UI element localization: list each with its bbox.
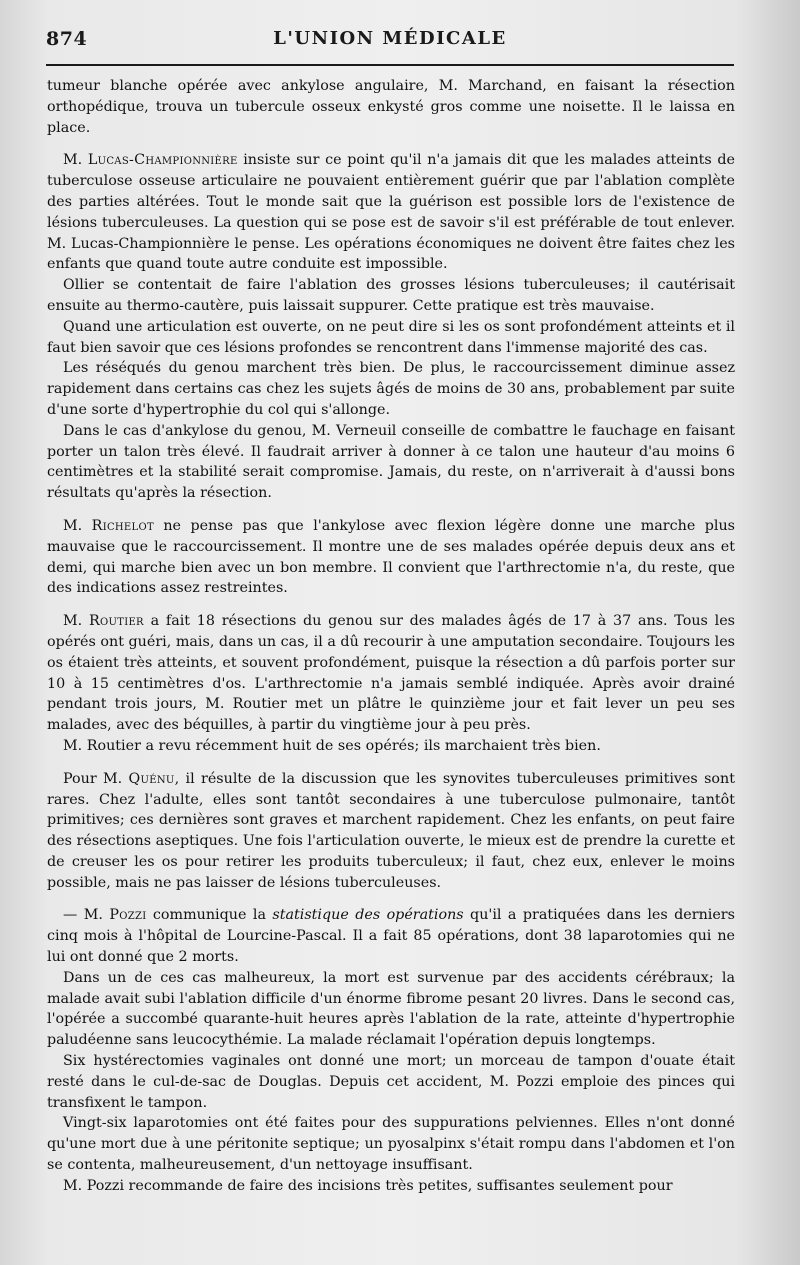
text-run: M. Pozzi recommande de faire des incisions très petites, suffisantes seulement pour <box>63 1177 673 1194</box>
text-run: M. <box>63 613 89 630</box>
paragraph <box>47 769 735 894</box>
text-run: Six hystérectomies vaginales ont donné une mort; un morceau de tampon d'ouate était resté dans le cul-de-sac de Douglas. Depuis cet accident, M. Pozzi emploie des pinces qui transfixent le tampon. <box>47 1053 735 1111</box>
text-run: Vingt-six laparotomies ont été faites pour des suppurations pelviennes. Elles n'ont donné qu'une mort due à une péritonite septique; un pyosalpinx s'était rompu dans l'abdomen et l'on se contenta, malheureusement, d'un nettoyage insuffisant. <box>47 1115 735 1174</box>
author-name: Quénu <box>128 770 175 787</box>
text-run: Dans un de ces cas malheureux, la mort est survenue par des accidents cérébraux; la malade avait subi l'ablation difficile d'un énorme fibrome pesant 20 livres. Dans le second cas, l'opérée a succombé quarante-huit heures après l'ablation de la rate, atteinte d'hypertrophie paludéenne sans leucocythémie. La malade réclamait l'opération depuis longtemps. <box>47 969 735 1049</box>
article-body <box>47 76 735 1197</box>
text-run: M. Routier a revu récemment huit de ses opérés; ils marchaient très bien. <box>63 737 601 754</box>
text-run: communique la <box>146 907 273 924</box>
text-run: qu'il a pratiquées dans les derniers cinq mois à l'hôpital de Lourcine-Pascal. Il a fait 85 opérations, dont 38 laparotomies qui ne lui ont donné que 2 morts. <box>47 907 735 966</box>
text-run: Les réséqués du genou marchent très bien. De plus, le raccourcissement diminue assez rapidement dans certains cas chez les sujets âgés de moins de 30 ans, probablement par suite d'une sorte d'hypertrophie du col qui s'allonge. <box>47 360 735 418</box>
paragraph <box>47 736 735 757</box>
text-run: Dans le cas d'ankylose du genou, M. Verneuil conseille de combattre le fauchage en faisant porter un talon très élevé. Il faudrait arriver à donner à ce talon une hauteur d'au moins 6 centimètres et la stabilité serait compromise. Jamais, du reste, on n'arriverait à d'aussi bons résultats qu'après la résection. <box>47 422 735 502</box>
paragraph <box>47 150 735 275</box>
journal-title: L'UNION MÉDICALE <box>273 28 507 49</box>
text-run: tumeur blanche opérée avec ankylose angulaire, M. Marchand, en faisant la résection orthopédique, trouva un tubercule osseux enkysté gros comme une noisette. Il le laissa en place. <box>47 78 735 136</box>
page-number: 874 <box>46 28 88 50</box>
text-run: Ollier se contentait de faire l'ablation des grosses lésions tuberculeuses; il cautérisait ensuite au thermo-cautère, puis laissait suppurer. Cette pratique est très mauvaise. <box>47 277 735 314</box>
header-rule <box>46 64 734 66</box>
paragraph <box>47 358 735 420</box>
running-header <box>46 28 734 58</box>
text-run: a fait 18 résections du genou sur des malades âgés de 17 à 37 ans. Tous les opérés ont guéri, mais, dans un cas, il a dû recourir à une amputation secondaire. Toujours les os étaient très atteints, et souvent profondément, puisque la résection a dû parfois porter sur 10 à 15 centimètres d'os. L'arthrectomie n'a jamais semblé indiquée. Après avoir drainé pendant trois jours, M. Routier met un plâtre le quinzième jour et fait lever un peu ses malades, avec des béquilles, à partir du vingtième jour à peu près. <box>47 613 735 734</box>
paragraph <box>47 275 735 317</box>
text-run: — M. <box>63 907 110 924</box>
italic-phrase: statistique des opérations <box>272 907 464 924</box>
paragraph <box>47 317 735 359</box>
text-run: ne pense pas que l'ankylose avec flexion légère donne une marche plus mauvaise que le raccourcissement. Il montre une de ses malades opérée depuis deux ans et demi, qui marche bien avec un bon membre. Il convient que l'arthrectomie n'a, du reste, que des indications assez restreintes. <box>47 517 736 597</box>
author-name: Routier <box>88 613 144 630</box>
paragraph <box>47 1051 735 1113</box>
paragraph <box>47 968 735 1051</box>
paragraph <box>47 76 735 138</box>
text-run: insiste sur ce point qu'il n'a jamais dit que les malades atteints de tuberculose osseuse articulaire ne pouvaient entièrement guérir que par l'ablation complète des parties altérées. Tout le monde sait que la guérison est possible lors de l'existence de lésions tuberculeuses. La question qui se pose est de savoir s'il est préférable de tout enlever. M. Lucas-Championnière le pense. Les opérations économiques ne doivent être faites chez les enfants que quand toute autre conduite est impossible. <box>47 152 735 273</box>
text-run: , il résulte de la discussion que les synovites tuberculeuses primitives sont rares. Chez l'adulte, elles sont tantôt secondaires à une tuberculose pulmonaire, tantôt primitives; ces dernières sont graves et marchent rapidement. Chez les enfants, on peut faire des résections aseptiques. Une fois l'articulation ouverte, le mieux est de prendre la curette et de creuser les os pour retirer les produits tuberculeux; il faut, chez eux, enlever le moins possible, mais ne pas laisser de lésions tuberculeuses. <box>47 770 735 891</box>
paragraph <box>47 421 735 504</box>
text-run: M. <box>63 152 88 169</box>
text-run: M. <box>63 517 92 534</box>
paragraph <box>47 905 735 967</box>
text-run: Quand une articulation est ouverte, on ne peut dire si les os sont profondément atteints et il faut bien savoir que ces lésions profondes se rencontrent dans l'immense majorité des cas. <box>47 318 735 356</box>
paragraph <box>47 1176 735 1197</box>
author-name: Richelot <box>91 517 154 534</box>
paragraph <box>47 1113 735 1175</box>
text-run: Pour M. <box>63 770 129 787</box>
paragraph <box>47 516 735 599</box>
paragraph <box>47 611 735 736</box>
author-name: Pozzi <box>109 907 147 924</box>
author-name: Lucas-Championnière <box>87 152 238 169</box>
